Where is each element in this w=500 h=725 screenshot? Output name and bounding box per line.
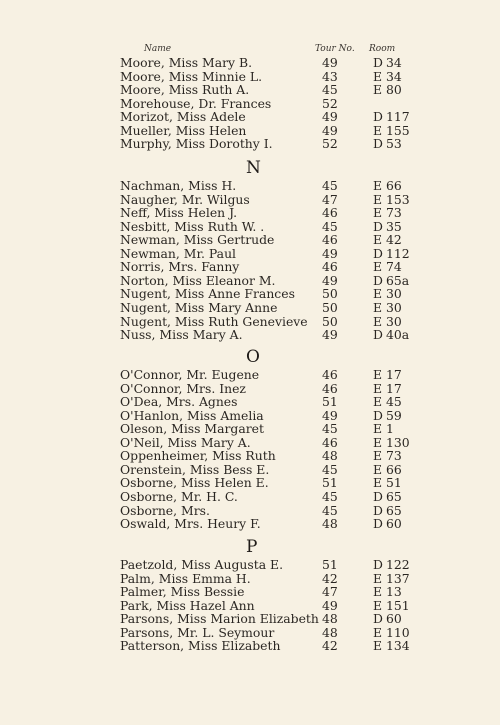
room-number: 153 <box>386 191 410 207</box>
room-number: 34 <box>386 68 402 84</box>
room-deck: E <box>373 122 383 138</box>
room-number: 73 <box>386 205 402 221</box>
room-deck: E <box>373 421 383 437</box>
list-item <box>0 572 500 586</box>
list-item <box>0 517 500 531</box>
tour-number: 46 <box>322 434 338 450</box>
room-deck: E <box>373 191 383 207</box>
passenger-name: O'Connor, Mr. Eugene <box>120 367 260 382</box>
passenger-name: Patterson, Miss Elizabeth <box>120 638 281 654</box>
room-deck: E <box>373 434 383 450</box>
tour-number: 46 <box>322 232 338 248</box>
passenger-name: Oleson, Miss Margaret <box>120 421 264 437</box>
passenger-name: Norton, Miss Eleanor M. <box>120 272 276 288</box>
room-number: 30 <box>386 286 402 302</box>
passenger-name: Orenstein, Miss Bess E. <box>120 461 270 477</box>
room-deck: D <box>373 272 383 288</box>
passenger-name: Palm, Miss Emma H. <box>120 570 251 586</box>
list-item <box>0 490 500 504</box>
room-deck: D <box>373 109 383 125</box>
tour-number: 46 <box>322 380 338 396</box>
room-deck: E <box>373 448 383 464</box>
list-item <box>0 137 500 151</box>
passenger-name: Nuss, Miss Mary A. <box>120 327 243 343</box>
passenger-name: Park, Miss Hazel Ann <box>120 597 255 613</box>
room-number: 60 <box>386 611 402 627</box>
list-item <box>0 70 500 84</box>
room-number: 13 <box>386 584 402 600</box>
tour-number: 51 <box>322 557 338 572</box>
room-number: 66 <box>386 461 402 477</box>
passenger-name: Osborne, Mrs. <box>120 502 210 518</box>
room-number: 45 <box>386 394 402 410</box>
room-deck: E <box>373 367 383 382</box>
room-deck: E <box>373 597 383 613</box>
tour-number: 52 <box>322 95 338 111</box>
tour-number: 49 <box>322 272 338 288</box>
list-item <box>0 110 500 124</box>
passenger-name: Newman, Miss Gertrude <box>120 232 275 248</box>
section-letter: O <box>246 347 260 367</box>
list-item <box>0 56 500 70</box>
passenger-name: O'Neil, Miss Mary A. <box>120 434 251 450</box>
tour-number: 46 <box>322 205 338 221</box>
room-number: 17 <box>386 367 402 382</box>
room-number: 51 <box>386 475 402 491</box>
passenger-name: Naugher, Mr. Wilgus <box>120 191 250 207</box>
room-deck: D <box>373 218 383 234</box>
passenger-name: O'Connor, Mrs. Inez <box>120 380 246 396</box>
room-number: 117 <box>386 109 410 125</box>
room-deck: D <box>373 502 383 518</box>
list-item <box>0 328 500 342</box>
passenger-name: Palmer, Miss Bessie <box>120 584 245 600</box>
room-deck: E <box>373 178 383 193</box>
tour-number: 42 <box>322 638 338 654</box>
room-number: 122 <box>386 557 410 572</box>
room-deck: E <box>373 82 383 98</box>
section-letter: N <box>246 158 261 178</box>
room-deck: E <box>373 232 383 248</box>
tour-number: 46 <box>322 259 338 275</box>
list-item <box>0 382 500 396</box>
room-number: 80 <box>386 82 402 98</box>
room-number: 65 <box>386 502 402 518</box>
room-number: 1 <box>386 421 394 437</box>
room-deck: E <box>373 570 383 586</box>
room-number: 40a <box>386 327 410 343</box>
room-deck: D <box>373 488 383 504</box>
tour-number: 49 <box>322 122 338 138</box>
tour-number: 49 <box>322 55 338 70</box>
passenger-name: Osborne, Mr. H. C. <box>120 488 238 504</box>
passenger-name: Parsons, Mr. L. Seymour <box>120 624 275 640</box>
tour-number: 45 <box>322 218 338 234</box>
tour-number: 47 <box>322 584 338 600</box>
list-item <box>0 247 500 261</box>
room-deck: E <box>373 584 383 600</box>
room-number: 30 <box>386 313 402 329</box>
passenger-name: Paetzold, Miss Augusta E. <box>120 557 284 572</box>
list-item <box>0 585 500 599</box>
room-number: 130 <box>386 434 410 450</box>
tour-number: 49 <box>322 597 338 613</box>
tour-number: 50 <box>322 286 338 302</box>
room-number: 66 <box>386 178 402 193</box>
tour-number: 52 <box>322 136 338 152</box>
tour-number: 47 <box>322 191 338 207</box>
passenger-name: Moore, Miss Mary B. <box>120 55 253 70</box>
room-deck: D <box>373 136 383 152</box>
room-deck: D <box>373 407 383 423</box>
list-item <box>0 301 500 315</box>
passenger-name: Parsons, Miss Marion Elizabeth <box>120 611 319 627</box>
room-deck: D <box>373 516 383 532</box>
passenger-name: Nugent, Miss Ruth Genevieve <box>120 313 308 329</box>
passenger-name: Morehouse, Dr. Frances <box>120 95 272 111</box>
list-item <box>0 83 500 97</box>
room-deck: D <box>373 557 383 572</box>
tour-number: 49 <box>322 109 338 125</box>
tour-number: 45 <box>322 82 338 98</box>
section-letter: P <box>246 537 258 557</box>
tour-number: 50 <box>322 299 338 315</box>
tour-number: 49 <box>322 245 338 261</box>
passenger-name: Nesbitt, Miss Ruth W. . <box>120 218 265 234</box>
room-deck: E <box>373 380 383 396</box>
tour-number: 51 <box>322 394 338 410</box>
room-deck: D <box>373 327 383 343</box>
passenger-name: Nugent, Miss Mary Anne <box>120 299 278 315</box>
tour-number: 49 <box>322 327 338 343</box>
room-deck: D <box>373 55 383 70</box>
passenger-name: O'Hanlon, Miss Amelia <box>120 407 264 423</box>
room-deck: E <box>373 461 383 477</box>
list-item <box>0 179 500 193</box>
room-deck: E <box>373 68 383 84</box>
room-deck: E <box>373 205 383 221</box>
passenger-name: Nachman, Miss H. <box>120 178 237 193</box>
room-deck: D <box>373 611 383 627</box>
passenger-name: Moore, Miss Ruth A. <box>120 82 250 98</box>
passenger-name: Murphy, Miss Dorothy I. <box>120 136 273 152</box>
passenger-name: Moore, Miss Minnie L. <box>120 68 263 84</box>
column-header-room: Room <box>369 44 396 54</box>
tour-number: 48 <box>322 516 338 532</box>
room-number: 137 <box>386 570 410 586</box>
room-deck: E <box>373 394 383 410</box>
room-number: 60 <box>386 516 402 532</box>
room-deck: E <box>373 475 383 491</box>
list-item <box>0 639 500 653</box>
tour-number: 42 <box>322 570 338 586</box>
passenger-name: Oppenheimer, Miss Ruth <box>120 448 276 464</box>
room-deck: E <box>373 624 383 640</box>
list-item <box>0 233 500 247</box>
room-deck: D <box>373 245 383 261</box>
passenger-name: Norris, Mrs. Fanny <box>120 259 240 275</box>
passenger-name: Neff, Miss Helen J. <box>120 205 238 221</box>
room-number: 35 <box>386 218 402 234</box>
room-deck: E <box>373 638 383 654</box>
tour-number: 48 <box>322 448 338 464</box>
list-item <box>0 193 500 207</box>
room-number: 112 <box>386 245 410 261</box>
list-item <box>0 558 500 572</box>
tour-number: 45 <box>322 461 338 477</box>
list-item <box>0 206 500 220</box>
passenger-name: Newman, Mr. Paul <box>120 245 237 261</box>
tour-number: 51 <box>322 475 338 491</box>
column-header-tour-no: Tour No. <box>315 44 355 54</box>
tour-number: 48 <box>322 611 338 627</box>
room-number: 151 <box>386 597 410 613</box>
list-item <box>0 395 500 409</box>
list-item <box>0 315 500 329</box>
room-deck: E <box>373 286 383 302</box>
room-number: 155 <box>386 122 410 138</box>
list-item <box>0 97 500 111</box>
room-number: 30 <box>386 299 402 315</box>
passenger-name: Morizot, Miss Adele <box>120 109 246 125</box>
tour-number: 49 <box>322 407 338 423</box>
room-number: 73 <box>386 448 402 464</box>
column-header-name: Name <box>144 44 172 54</box>
room-number: 34 <box>386 55 402 70</box>
tour-number: 45 <box>322 488 338 504</box>
room-number: 42 <box>386 232 402 248</box>
room-number: 134 <box>386 638 410 654</box>
room-deck: E <box>373 259 383 275</box>
passenger-name: Oswald, Mrs. Heury F. <box>120 516 261 532</box>
tour-number: 46 <box>322 367 338 382</box>
room-number: 17 <box>386 380 402 396</box>
passenger-name: Mueller, Miss Helen <box>120 122 247 138</box>
room-number: 65 <box>386 488 402 504</box>
room-number: 110 <box>386 624 410 640</box>
tour-number: 48 <box>322 624 338 640</box>
room-deck: E <box>373 299 383 315</box>
passenger-name: O'Dea, Mrs. Agnes <box>120 394 238 410</box>
tour-number: 45 <box>322 502 338 518</box>
room-number: 74 <box>386 259 402 275</box>
tour-number: 45 <box>322 421 338 437</box>
list-item <box>0 368 500 382</box>
room-number: 65a <box>386 272 410 288</box>
tour-number: 43 <box>322 68 338 84</box>
list-item <box>0 476 500 490</box>
room-number: 59 <box>386 407 402 423</box>
passenger-name: Nugent, Miss Anne Frances <box>120 286 295 302</box>
passenger-name: Osborne, Miss Helen E. <box>120 475 269 491</box>
tour-number: 50 <box>322 313 338 329</box>
room-deck: E <box>373 313 383 329</box>
room-number: 53 <box>386 136 402 152</box>
tour-number: 45 <box>322 178 338 193</box>
